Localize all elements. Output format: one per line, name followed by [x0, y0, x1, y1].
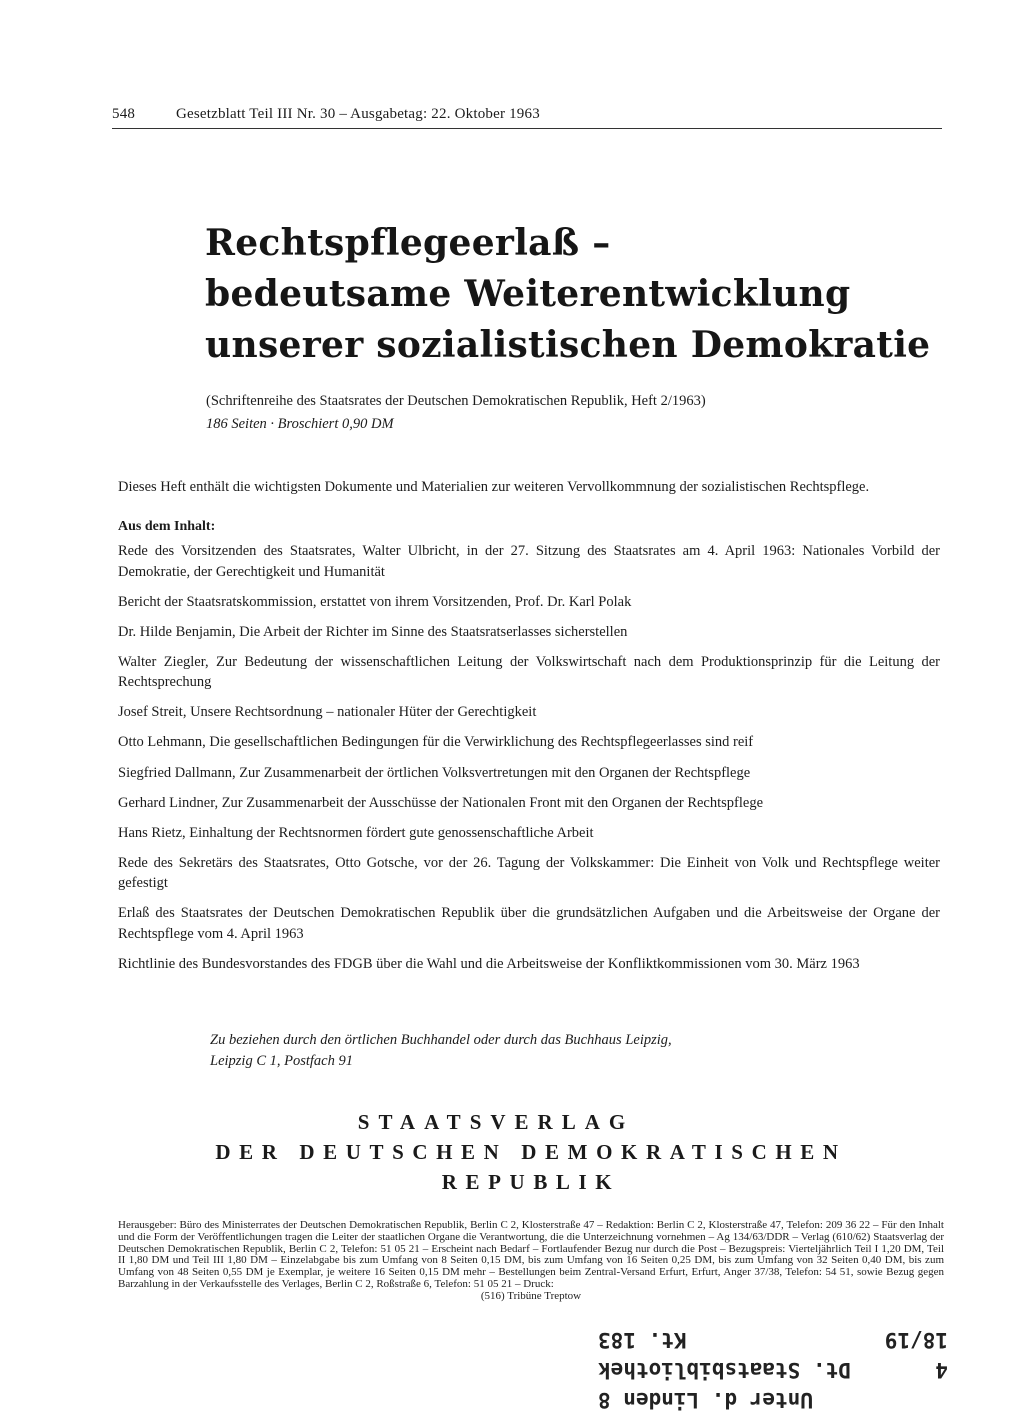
stamp-left: 18/19: [884, 1328, 948, 1352]
imprint: [118, 1220, 944, 1303]
contents-item: Erlaß des Staatsrates der Deutschen Demokratischen Republik über die grundsätzlichen Aufgaben und die Arbeitsweise der Organe der Rechtspflege vom 4. April 1963: [118, 905, 940, 942]
imprint-text: Herausgeber: Büro des Ministerrates der Deutschen Demokratischen Republik, Berlin C 2, Klosterstraße 47 – Redaktion: Berlin C 2, Klosterstraße 47, Telefon: 209 36 22 – Für den Inhalt und die Form der Veröffentlichungen tragen die Leiter der staatlichen Organe die Verantwortung, die die Unterzeichnung vornehmen – Ag 134/63/DDR – Verlag (610/62) Staatsverlag der Deutschen Demokratischen Republik, Berlin C 2, Telefon: 51 05 21 – Erscheint nach Bedarf – Fortlaufender Bezug nur durch die Post – Bezugspreis: Vierteljährlich Teil I 1,20 DM, Teil II 1,80 DM und Teil III 1,80 DM – Einzelabgabe bis zum Umfang von 8 Seiten 0,15 DM, bis zum Umfang von 16 Seiten 0,25 DM, bis zum Umfang von 32 Seiten 0,40 DM, bis zum Umfang von 48 Seiten 0,55 DM je Exemplar, je weitere 16 Seiten 0,15 DM mehr – Bestellungen beim Zentral-Versand Erfurt, Erfurt, Anger 37/38, Telefon: 54 51, sowie Bezug gegen Barzahlung in der Verkaufsstelle des Verlages, Berlin C 2, Roßstraße 6, Telefon: 51 05 21 – Druck:: [118, 1219, 944, 1290]
order-note: [210, 1030, 810, 1072]
stamp-row: [598, 1355, 948, 1385]
title-line: bedeutsame Weiterentwicklung: [205, 273, 851, 315]
contents-heading: Aus dem Inhalt:: [118, 518, 216, 534]
contents-item: Rede des Vorsitzenden des Staatsrates, Walter Ulbricht, in der 27. Sitzung des Staatsrates am 4. April 1963: Nationales Vorbild der Demokratie, der Gerechtigkeit und Humanität: [118, 543, 940, 580]
contents-item: Josef Streit, Unsere Rechtsordnung – nationaler Hüter der Gerechtigkeit: [118, 704, 537, 721]
contents-item: Bericht der Staatsratskommission, erstattet von ihrem Vorsitzenden, Prof. Dr. Karl Polak: [118, 593, 632, 610]
publisher-name: [120, 1107, 942, 1197]
stamp-right: Dt. Staatsbibliothek: [598, 1358, 851, 1382]
contents-item: Dr. Hilde Benjamin, Die Arbeit der Richter im Sinne des Staatsratserlasses sicherstellen: [118, 623, 628, 640]
order-note-line: Leipzig C 1, Postfach 91: [210, 1053, 353, 1069]
contents-item: Rede des Sekretärs des Staatsrates, Otto Gotsche, vor der 26. Tagung der Volkskammer: Die Einheit von Volk und Rechtspflege weiter gefestigt: [118, 854, 940, 892]
intro-text: Dieses Heft enthält die wichtigsten Dokumente und Materialien zur weiteren Vervollkommnung der sozialistischen Rechtspflege.: [118, 479, 870, 495]
gazette-title: Gesetzblatt Teil III Nr. 30 – Ausgabetag: 22. Oktober 1963: [175, 106, 540, 122]
advertisement-body: [118, 477, 940, 984]
series-note: (Schriftenreihe des Staatsrates der Deutschen Demokratischen Republik, Heft 2/1963): [206, 393, 706, 409]
page-header: [112, 106, 772, 123]
title-line: unserer sozialistischen Demokratie: [205, 324, 931, 366]
header-rule: [112, 128, 942, 129]
stamp-right: Unter d. Linden 8: [598, 1388, 813, 1412]
contents-item: Walter Ziegler, Zur Bedeutung der wissenschaftlichen Leitung der Volkswirtschaft nach dem Produktionsprinzip für die Leitung der Rechtsprechung: [118, 653, 940, 691]
publisher-line: STAATSVERLAG: [357, 1110, 635, 1134]
contents-item: Gerhard Lindner, Zur Zusammenarbeit der Ausschüsse der Nationalen Front mit den Organen der Rechtspflege: [118, 794, 764, 811]
publisher-line: DER DEUTSCHEN DEMOKRATISCHEN REPUBLIK: [215, 1140, 847, 1194]
contents-list: [118, 541, 940, 975]
page-number: 548: [112, 106, 136, 122]
order-note-line: Zu beziehen durch den örtlichen Buchhandel oder durch das Buchhaus Leipzig,: [210, 1032, 672, 1048]
title-line: Rechtspflegeerlaß –: [205, 222, 611, 264]
contents-item: Siegfried Dallmann, Zur Zusammenarbeit der örtlichen Volksvertretungen mit den Organen der Rechtspflege: [118, 764, 751, 781]
contents-item: Hans Rietz, Einhaltung der Rechtsnormen fördert gute genossenschaftliche Arbeit: [118, 824, 594, 841]
stamp-row: [598, 1325, 948, 1355]
stamp-right: Kt. 183: [598, 1328, 687, 1352]
contents-item: Richtlinie des Bundesvorstandes des FDGB über die Wahl und die Arbeitsweise der Konfliktkommissionen vom 30. März 1963: [118, 956, 860, 973]
contents-item: Otto Lehmann, Die gesellschaftlichen Bedingungen für die Verwirklichung des Rechtspflegeerlasses sind reif: [118, 734, 754, 751]
library-stamp: [598, 1325, 948, 1415]
stamp-row: [598, 1385, 948, 1415]
printer-line: (516) Tribüne Treptow: [480, 1289, 582, 1302]
pricing: 186 Seiten · Broschiert 0,90 DM: [206, 416, 394, 432]
stamp-left: 4: [935, 1358, 948, 1382]
advertisement-title: [205, 218, 930, 371]
